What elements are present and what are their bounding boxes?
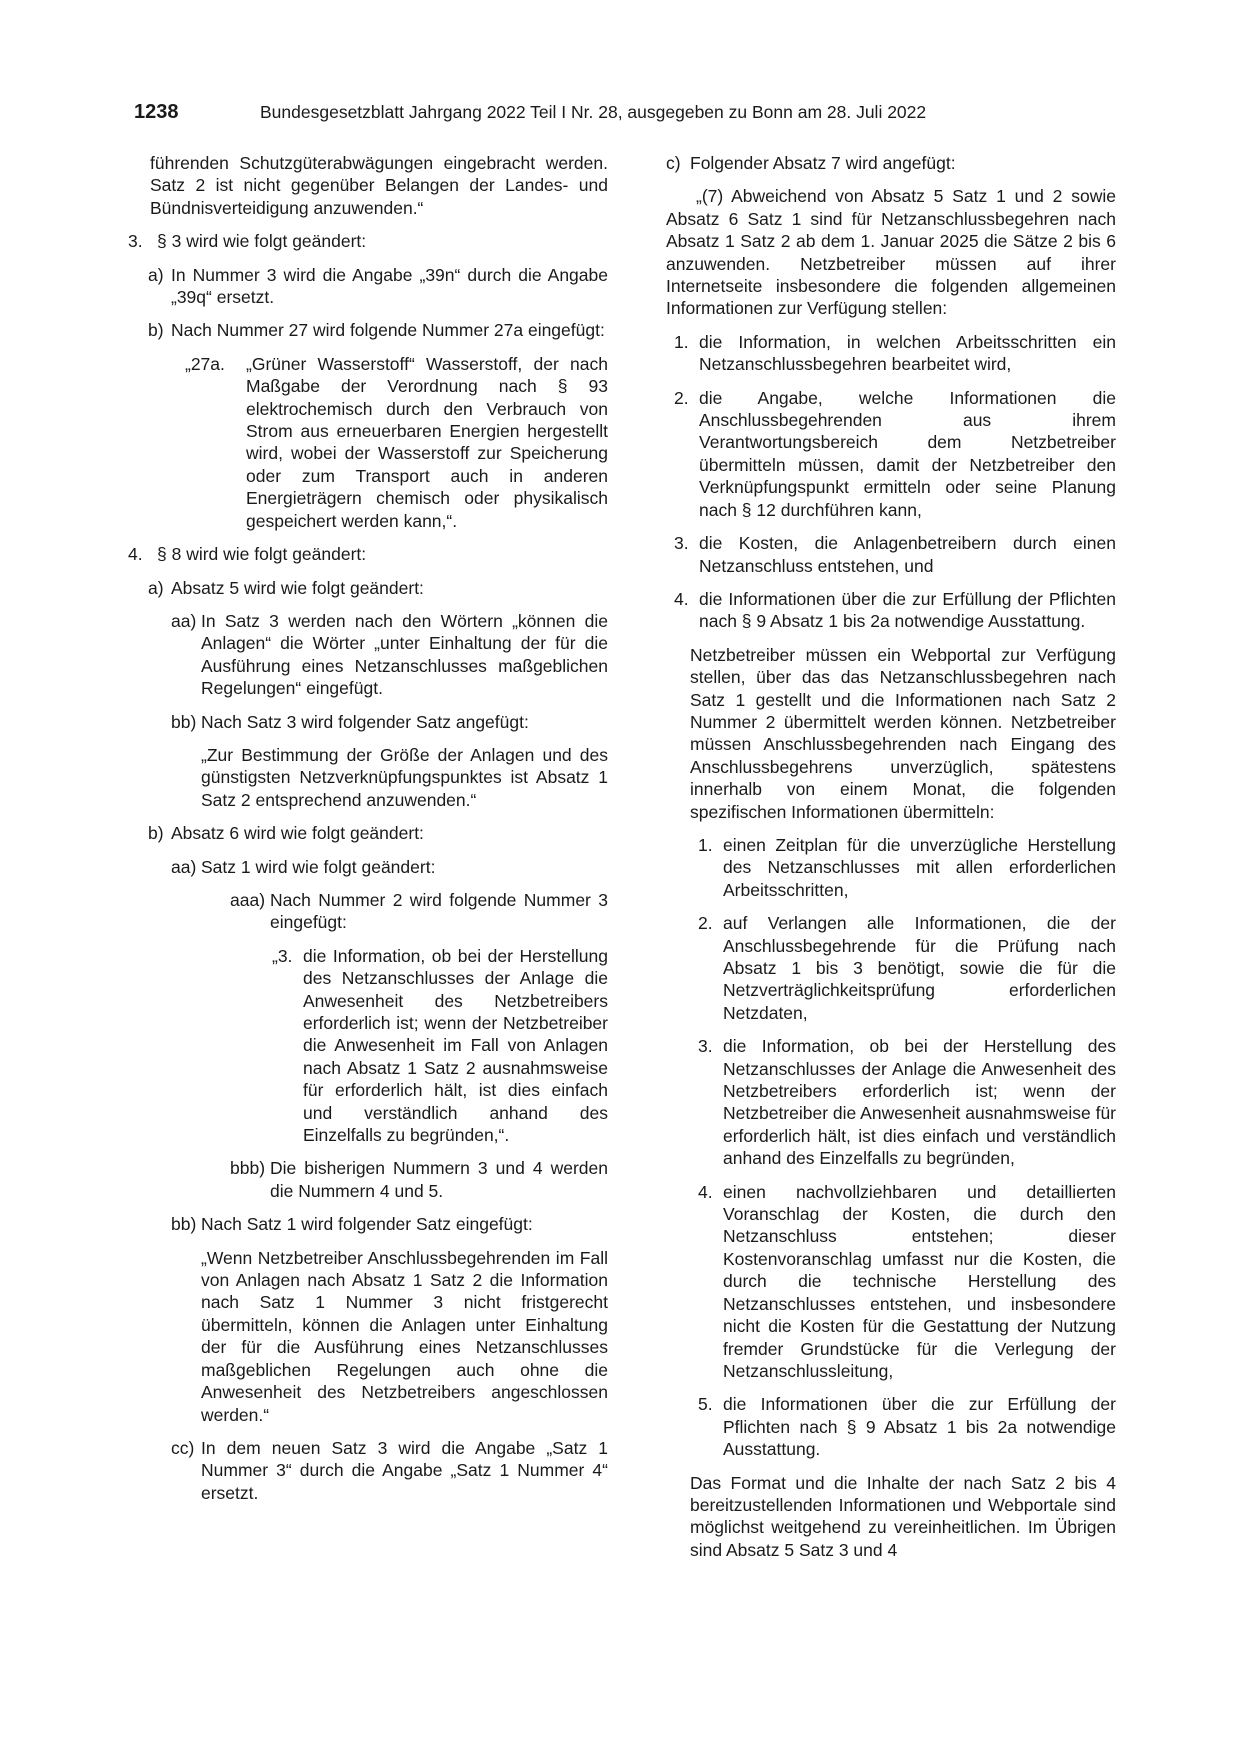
item-4-b-aa-text: Satz 1 wird wie folgt geändert: bbox=[201, 856, 436, 877]
item-3-a bbox=[140, 264, 608, 309]
item-4-a-bb bbox=[140, 711, 608, 733]
page-number: 1238 bbox=[134, 101, 179, 123]
inserted-number-3 bbox=[140, 945, 608, 1147]
general-info-item bbox=[666, 588, 1116, 633]
item-4-b-cc-marker: cc) bbox=[171, 1437, 195, 1458]
page-header bbox=[134, 101, 1114, 125]
specific-info-item-marker: 1. bbox=[698, 834, 713, 855]
specific-information-list bbox=[666, 834, 1116, 1461]
item-4-b-aa-aaa-marker: aaa) bbox=[230, 889, 266, 910]
item-3-b-marker: b) bbox=[148, 320, 164, 341]
specific-info-item-marker: 4. bbox=[698, 1181, 713, 1202]
general-information-list bbox=[666, 331, 1116, 633]
general-info-item bbox=[666, 387, 1116, 521]
general-info-item-marker: 4. bbox=[674, 588, 689, 609]
closing-paragraph: Das Format und die Inhalte der nach Satz 2 bis 4 bereitzustellenden Informationen und Webportale sind möglichst weitgehend zu vereinheitlichen. Im Übrigen sind Absatz 5 Satz 3 und 4 bbox=[690, 1472, 1116, 1560]
item-4-b-aa-bbb-text: Die bisherigen Nummern 3 und 4 werden die Nummern 4 und 5. bbox=[270, 1158, 608, 1201]
specific-info-item-text: auf Verlangen alle Informationen, die der Anschlussbegehrende für die Prüfung nach Absatz 1 bis 3 benötigt, sowie die für die Netzverträglichkeitsprüfung erforderlichen Netzdaten, bbox=[723, 913, 1116, 1023]
item-3-b-text: Nach Nummer 27 wird folgende Nummer 27a eingefügt: bbox=[171, 320, 605, 341]
general-info-item bbox=[666, 532, 1116, 577]
inserted-number-3-text: die Information, ob bei der Herstellung des Netzanschlusses der Anlage die Anwesenheit des Netzbetreibers erforderlich ist; wenn der Netzbetreiber die Anwesenheit im Fall von Anlagen nach Absatz 1 Satz 2 ausnahmsweise für erforderlich hält, ist dies einfach und verständlich anhand des Einzelfalls zu begründen,“. bbox=[303, 945, 608, 1146]
general-info-item-text: die Information, in welchen Arbeitsschritten ein Netzanschlussbegehren bearbeitet wird, bbox=[699, 331, 1116, 375]
item-4-b-aa-bbb-marker: bbb) bbox=[230, 1158, 266, 1179]
specific-info-item-text: die Informationen über die zur Erfüllung der Pflichten nach § 9 Absatz 1 bis 2a notwendige Ausstattung. bbox=[723, 1394, 1116, 1460]
item-4-a-bb-text: Nach Satz 3 wird folgender Satz angefügt: bbox=[201, 711, 529, 732]
item-4-a-aa-text: In Satz 3 werden nach den Wörtern „können die Anlagen“ die Wörter „unter Einhaltung der für die Ausführung eines Netzanschlusses maßgeblichen Regelungen“ eingefügt. bbox=[201, 610, 608, 699]
general-info-item-marker: 3. bbox=[674, 533, 689, 554]
item-4 bbox=[128, 543, 608, 565]
inserted-number-3-marker: „3. bbox=[272, 945, 293, 966]
header-title: Bundesgesetzblatt Jahrgang 2022 Teil I Nr. 28, ausgegeben zu Bonn am 28. Juli 2022 bbox=[260, 102, 927, 122]
general-info-item-text: die Informationen über die zur Erfüllung der Pflichten nach § 9 Absatz 1 bis 2a notwendige Ausstattung. bbox=[699, 588, 1116, 632]
specific-info-item bbox=[666, 1393, 1116, 1460]
item-4-b-bb-text: Nach Satz 1 wird folgender Satz eingefügt: bbox=[201, 1214, 533, 1235]
item-c-text: Folgender Absatz 7 wird angefügt: bbox=[690, 153, 956, 173]
item-3 bbox=[128, 230, 608, 252]
specific-info-item-marker: 2. bbox=[698, 913, 713, 934]
specific-info-item-marker: 5. bbox=[698, 1394, 713, 1415]
general-info-item bbox=[666, 331, 1116, 376]
item-4-b-aa-aaa-text: Nach Nummer 2 wird folgende Nummer 3 eingefügt: bbox=[270, 889, 608, 933]
definition-27a-text: „Grüner Wasserstoff“ Wasserstoff, der nach Maßgabe der Verordnung nach § 93 elektrochemisch durch den Verbrauch von Strom aus erneuerbaren Energien hergestellt wird, wobei der Wasserstoff zur Speicherung oder zum Transport auch in anderen Energieträgern chemisch oder physikalisch gespeichert werden kann,“. bbox=[246, 353, 608, 531]
item-c bbox=[666, 152, 1116, 174]
item-4-b-bb-marker: bb) bbox=[171, 1214, 197, 1235]
right-column bbox=[666, 152, 1116, 1572]
item-4-a-aa bbox=[140, 610, 608, 700]
item-4-a-bb-quote: „Zur Bestimmung der Größe der Anlagen und des günstigsten Netzverknüpfungspunktes ist Absatz 1 Satz 2 entsprechend anzuwenden.“ bbox=[201, 744, 608, 810]
general-info-item-text: die Angabe, welche Informationen die Anschlussbegehrenden aus ihrem Verantwortungsbereich dem Netzbetreiber übermitteln müssen, damit der Netzbetreiber den Verknüpfungspunkt ermitteln oder seine Planung nach § 12 durchführen kann, bbox=[699, 387, 1116, 520]
specific-info-item-text: einen nachvollziehbaren und detaillierten Voranschlag der Kosten, die durch den Netzanschluss entstehen; dieser Kostenvoranschlag umfasst nur die Kosten, die durch die technische Herstellung des Netzanschlusses entstehen, und insbesondere nicht die Kosten für die Gestattung der Nutzung fremder Grundstücke für die Verlegung der Netzanschlussleitung, bbox=[723, 1181, 1116, 1381]
item-4-a bbox=[140, 577, 608, 599]
item-4-a-bb-marker: bb) bbox=[171, 711, 197, 732]
item-4-a-text: Absatz 5 wird wie folgt geändert: bbox=[171, 577, 424, 598]
specific-info-item bbox=[666, 1181, 1116, 1383]
item-4-b-cc bbox=[140, 1437, 608, 1504]
item-4-b-aa-bbb bbox=[140, 1157, 608, 1202]
specific-info-item bbox=[666, 834, 1116, 901]
item-3-b bbox=[140, 319, 608, 341]
general-info-item-text: die Kosten, die Anlagenbetreibern durch einen Netzanschluss entstehen, und bbox=[699, 533, 1116, 576]
specific-info-item-text: einen Zeitplan für die unverzügliche Herstellung des Netzanschlusses mit allen erforderlichen Arbeitsschritten, bbox=[723, 834, 1116, 900]
left-column bbox=[128, 152, 608, 1515]
general-info-item-marker: 1. bbox=[674, 331, 689, 352]
specific-info-item bbox=[666, 1035, 1116, 1169]
item-c-marker: c) bbox=[666, 153, 681, 173]
specific-info-item bbox=[666, 912, 1116, 1024]
item-4-b-bb-quote: „Wenn Netzbetreiber Anschlussbegehrenden im Fall von Anlagen nach Absatz 1 Satz 2 die Information nach Satz 1 Nummer 3 nicht fristgerecht übermitteln, können die Anlagen unter Einhaltung der für die Ausführung eines Netzanschlusses maßgeblichen Regelungen auch ohne die Anwesenheit des Netzbetreibers angeschlossen werden.“ bbox=[201, 1247, 608, 1425]
definition-27a-marker: „27a. bbox=[185, 353, 225, 374]
specific-info-item-text: die Information, ob bei der Herstellung des Netzanschlusses der Anlage die Anwesenheit des Netzbetreibers erforderlich ist; wenn der Netzbetreiber die Anwesenheit ausnahmsweise für erforderlich hält, ist dies einfach und verständlich anhand des Einzelfalls zu begründen, bbox=[723, 1036, 1116, 1169]
general-info-item-marker: 2. bbox=[674, 387, 689, 408]
item-4-b-bb bbox=[140, 1213, 608, 1235]
item-4-a-aa-marker: aa) bbox=[171, 610, 197, 631]
item-4-b bbox=[140, 822, 608, 844]
definition-27a bbox=[140, 353, 608, 532]
item-3-text: § 3 wird wie folgt geändert: bbox=[157, 231, 367, 252]
item-4-b-aa-aaa bbox=[140, 889, 608, 934]
left-intro-paragraph: führenden Schutzgüterabwägungen eingebracht werden. Satz 2 ist nicht gegenüber Belangen der Landes- und Bündnisverteidigung anzuwenden.“ bbox=[150, 153, 608, 218]
specific-info-item-marker: 3. bbox=[698, 1036, 713, 1057]
item-4-b-text: Absatz 6 wird wie folgt geändert: bbox=[171, 823, 424, 844]
item-3-marker: 3. bbox=[128, 231, 143, 252]
item-3-a-text: In Nummer 3 wird die Angabe „39n“ durch die Angabe „39q“ ersetzt. bbox=[171, 264, 608, 308]
absatz-7-intro: „(7) Abweichend von Absatz 5 Satz 1 und 2 sowie Absatz 6 Satz 1 sind für Netzanschlussbegehren nach Absatz 1 Satz 2 ab dem 1. Januar 2025 die Sätze 2 bis 6 anzuwenden. Netzbetreiber müssen auf ihrer Internetseite insbesondere die folgenden allgemeinen Informationen zur Verfügung stellen: bbox=[666, 186, 1116, 319]
item-4-b-aa-marker: aa) bbox=[171, 856, 197, 877]
item-4-text: § 8 wird wie folgt geändert: bbox=[157, 544, 367, 565]
item-4-b-marker: b) bbox=[148, 823, 164, 844]
webportal-paragraph: Netzbetreiber müssen ein Webportal zur Verfügung stellen, über das das Netzanschlussbegehren nach Satz 1 gestellt und die Informationen nach Satz 2 Nummer 2 übermittelt werden können. Netzbetreiber müssen Anschlussbegehrenden nach Eingang des Anschlussbegehrens unverzüglich, spätestens innerhalb von einem Monat, die folgenden spezifischen Informationen übermitteln: bbox=[690, 644, 1116, 822]
item-3-a-marker: a) bbox=[148, 264, 164, 285]
item-4-a-marker: a) bbox=[148, 577, 164, 598]
item-4-b-aa bbox=[140, 856, 608, 878]
item-4-marker: 4. bbox=[128, 544, 143, 565]
item-4-b-cc-text: In dem neuen Satz 3 wird die Angabe „Satz 1 Nummer 3“ durch die Angabe „Satz 1 Nummer 4“ ersetzt. bbox=[201, 1437, 608, 1503]
